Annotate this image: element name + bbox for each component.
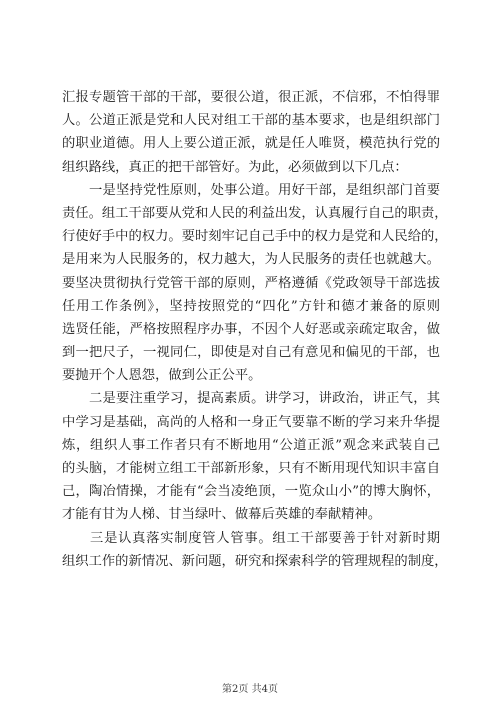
text-line: 要坚决贯彻执行党管干部的原则，严格遵循《党政领导干部选拔 bbox=[62, 275, 440, 291]
text-line: 到一把尺子，一视同仁，即使是对自己有意见和偏见的干部，也 bbox=[62, 345, 440, 361]
text-line: 组织工作的新情况、新问题，研究和探索科学的管理规程的制度， bbox=[62, 553, 448, 569]
text-line: 汇报专题管干部的干部，要很公道，很正派，不信邪，不怕得罪 bbox=[62, 90, 440, 105]
body-text bbox=[62, 86, 448, 573]
text-line: 组织路线，真正的把干部管好。为此，必须做到以下几点： bbox=[62, 159, 408, 175]
text-line: 一是坚持党性原则，处事公道。用好干部，是组织部门首要 bbox=[62, 182, 440, 198]
text-line: 中学习是基础，高尚的人格和一身正气要靠不断的学习来升华提 bbox=[62, 414, 440, 430]
text-line: 任用工作条例》，坚持按照党的“四化”方针和德才兼备的原则 bbox=[62, 298, 440, 314]
page-footer: 第2页 共4页 bbox=[222, 684, 278, 695]
text-line: 的头脑，才能树立组工干部新形象，只有不断用现代知识丰富自 bbox=[62, 461, 440, 476]
text-line: 责任。组工干部要从党和人民的利益出发，认真履行自己的职责， bbox=[62, 205, 448, 221]
text-line: 行使好手中的权力。要时刻牢记自己手中的权力是党和人民给的， bbox=[62, 229, 448, 245]
text-line: 要抛开个人恩怨，做到公正公平。 bbox=[62, 368, 262, 384]
text-line: 人。公道正派是党和人民对组工干部的基本要求，也是组织部门 bbox=[62, 113, 440, 129]
text-line: 的职业道德。用人上要公道正派，就是任人唯贤，模范执行党的 bbox=[62, 136, 440, 152]
text-line: 是用来为人民服务的，权力越大，为人民服务的责任也就越大。 bbox=[62, 252, 440, 268]
text-line: 才能有甘为人梯、甘当绿叶、做幕后英雄的奉献精神。 bbox=[62, 507, 382, 523]
text-line: 炼，组织人事工作者只有不断地用“公道正派”观念来武装自己 bbox=[62, 437, 440, 453]
text-line: 二是要注重学习，提高素质。讲学习，讲政治，讲正气，其 bbox=[62, 391, 440, 407]
text-line: 己，陶冶情操，才能有“会当凌绝顶，一览众山小”的博大胸怀， bbox=[62, 484, 440, 500]
text-line: 选贤任能，严格按照程序办事，不因个人好恶或亲疏定取舍，做 bbox=[62, 321, 440, 337]
text-line: 三是认真落实制度管人管事。组工干部要善于针对新时期 bbox=[62, 530, 440, 546]
